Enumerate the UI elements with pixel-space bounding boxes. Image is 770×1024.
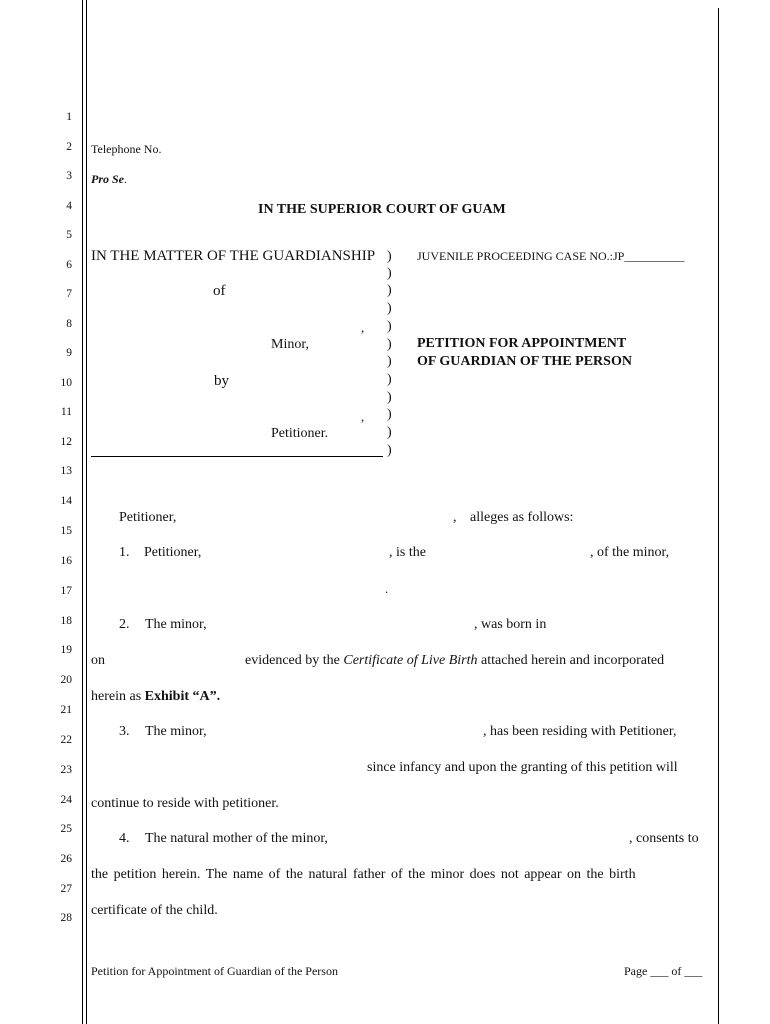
p4-text-a: The natural mother of the minor, [145, 831, 328, 846]
left-margin-rule-2 [86, 0, 87, 1024]
line-number: 12 [60, 436, 72, 448]
caption-paren: ) [387, 337, 392, 352]
intro-alleges: alleges as follows: [470, 510, 574, 525]
caption-minor: Minor, [271, 337, 309, 352]
pro-se-label [91, 173, 127, 185]
line-number: 5 [66, 229, 72, 241]
line-number: 25 [60, 823, 72, 835]
p4-text-c: the petition herein. The name of the natural father of the minor does not appear on the birth [91, 867, 636, 882]
line-number: 8 [66, 318, 72, 330]
p3-number: 3. [119, 724, 130, 739]
caption-comma-1: , [361, 320, 365, 335]
line-number: 20 [60, 674, 72, 686]
p2-exhibit: Exhibit “A”. [144, 689, 221, 704]
line-number: 26 [60, 853, 72, 865]
line-number: 17 [60, 585, 72, 597]
p2-evidenced-line [245, 654, 664, 668]
p2-text-b: , was born in [474, 617, 547, 632]
caption-paren: ) [387, 319, 392, 334]
pro-se-period: . [124, 172, 127, 186]
footer-page-number: Page ___ of ___ [624, 964, 703, 978]
caption-paren: ) [387, 390, 392, 405]
p3-text-a: The minor, [145, 724, 207, 739]
intro-petitioner: Petitioner, [119, 510, 177, 525]
p2-number: 2. [119, 617, 130, 632]
p2-herein-line [91, 690, 220, 704]
caption-comma-2: , [361, 409, 365, 424]
p3-text-d: continue to reside with petitioner. [91, 796, 279, 811]
caption-matter-line: IN THE MATTER OF THE GUARDIANSHIP [91, 248, 376, 264]
line-number: 11 [60, 406, 72, 418]
line-number: 16 [60, 555, 72, 567]
caption-signature-line [91, 456, 383, 457]
p2-minor: The minor, [145, 617, 207, 632]
p2-herein: herein as [91, 689, 142, 704]
case-number: JUVENILE PROCEEDING CASE NO.:JP__________ [417, 249, 685, 263]
right-margin-rule [718, 8, 719, 1024]
caption-paren: ) [387, 425, 392, 440]
p2-evidenced: evidenced by the [245, 653, 340, 668]
p1-text-b: , is the [389, 545, 426, 560]
left-margin-rule-1 [82, 0, 83, 1024]
petition-title-line-1: PETITION FOR APPOINTMENT [417, 336, 627, 351]
court-title: IN THE SUPERIOR COURT OF GUAM [258, 202, 506, 217]
pro-se-text: Pro Se [91, 172, 124, 186]
caption-paren: ) [387, 443, 392, 458]
caption-of: of [213, 283, 226, 299]
line-number: 27 [60, 883, 72, 895]
p1-text-a: Petitioner, [144, 545, 202, 560]
p1-text-c: , of the minor, [590, 545, 670, 560]
line-number: 13 [60, 465, 72, 477]
line-number: 14 [60, 495, 72, 507]
line-number: 7 [66, 288, 72, 300]
p4-text-d: certificate of the child. [91, 903, 218, 918]
caption-paren: ) [387, 283, 392, 298]
p4-number: 4. [119, 831, 130, 846]
line-number: 2 [66, 141, 72, 153]
line-number: 3 [66, 170, 72, 182]
p4-text-b: , consents to [629, 831, 699, 846]
line-number: 23 [60, 764, 72, 776]
line-number: 18 [60, 615, 72, 627]
footer-title: Petition for Appointment of Guardian of the Person [91, 964, 338, 978]
petition-title-line-2: OF GUARDIAN OF THE PERSON [417, 354, 632, 369]
caption-petitioner: Petitioner. [271, 426, 329, 441]
p2-certificate: Certificate of Live Birth [343, 653, 478, 668]
line-number: 4 [66, 200, 72, 212]
intro-comma: , [453, 510, 457, 525]
caption-paren: ) [387, 249, 392, 264]
line-number: 9 [66, 347, 72, 359]
caption-paren: ) [387, 354, 392, 369]
p1-number: 1. [119, 545, 130, 560]
p1-period: . [385, 581, 389, 596]
caption-paren: ) [387, 372, 392, 387]
caption-paren: ) [387, 407, 392, 422]
caption-by: by [214, 373, 229, 389]
line-number: 15 [60, 525, 72, 537]
p3-text-b: , has been residing with Petitioner, [483, 724, 677, 739]
line-number: 28 [60, 912, 72, 924]
line-number: 22 [60, 734, 72, 746]
p3-text-c: since infancy and upon the granting of this petition will [367, 760, 678, 775]
line-number: 19 [60, 644, 72, 656]
line-number: 1 [66, 111, 72, 123]
p2-on: on [91, 653, 105, 668]
line-number: 6 [66, 259, 72, 271]
telephone-label: Telephone No. [91, 142, 162, 156]
caption-paren: ) [387, 301, 392, 316]
line-number: 24 [60, 794, 72, 806]
p2-text-a [145, 618, 207, 632]
p2-attached: attached herein and incorporated [481, 653, 665, 668]
caption-paren: ) [387, 266, 392, 281]
line-number: 21 [60, 704, 72, 716]
line-number: 10 [60, 377, 72, 389]
